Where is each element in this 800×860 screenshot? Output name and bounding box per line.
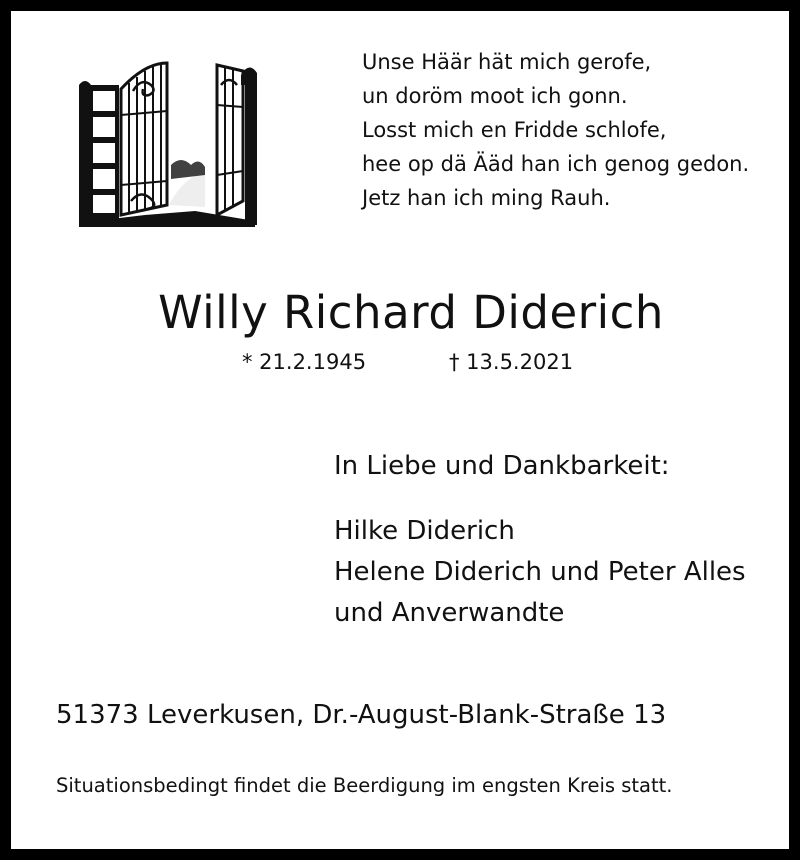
poem-line: Unse Häär hät mich gerofe, — [362, 50, 652, 74]
address: 51373 Leverkusen, Dr.-August-Blank-Straße 13 — [56, 700, 667, 730]
birth-date: * 21.2.1945 — [242, 350, 367, 374]
mourner-name: und Anverwandte — [334, 598, 565, 628]
mourner-name: Helene Diderich und Peter Alles — [334, 557, 746, 587]
poem — [362, 45, 749, 215]
death-date: † 13.5.2021 — [449, 350, 574, 374]
deceased-name: Willy Richard Diderich — [158, 286, 664, 339]
poem-line: un doröm moot ich gonn. — [362, 84, 628, 108]
mourner-name: Hilke Diderich — [334, 516, 515, 546]
mourners-list — [334, 511, 746, 634]
funeral-note: Situationsbedingt findet die Beerdigung im engsten Kreis statt. — [56, 774, 673, 797]
poem-line: Jetz han ich ming Rauh. — [362, 186, 611, 210]
garden-gate-icon — [75, 55, 259, 231]
poem-line: hee op dä Ääd han ich genog gedon. — [362, 152, 750, 176]
poem-line: Losst mich en Fridde schlofe, — [362, 118, 667, 142]
thanks-heading: In Liebe und Dankbarkeit: — [334, 451, 670, 481]
